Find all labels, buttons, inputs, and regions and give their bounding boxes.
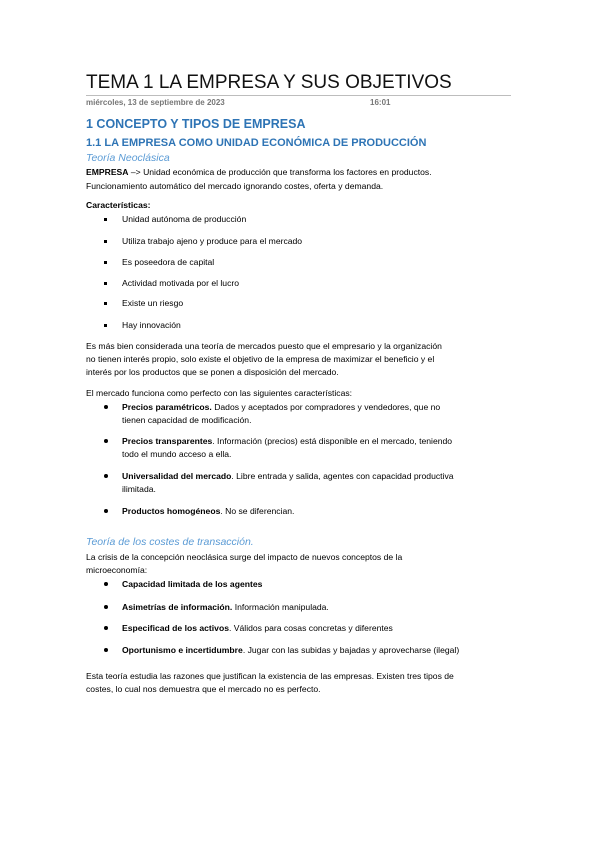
caracteristicas-label xyxy=(86,198,526,212)
transaccion-term: Capacidad limitada de los agentes xyxy=(122,579,263,589)
heading-1: 1 CONCEPTO Y TIPOS DE EMPRESA xyxy=(86,117,306,131)
bullet-dot xyxy=(104,605,108,609)
transaccion-text: . Jugar con las subidas y bajadas y aprovecharse (ilegal) xyxy=(242,645,460,655)
page-date: miércoles, 13 de septiembre de 2023 xyxy=(86,98,225,107)
mercado-text: . No se diferencian. xyxy=(220,506,295,516)
transaccion-item xyxy=(122,577,522,591)
transaccion-term: Asimetrías de información. xyxy=(122,602,233,612)
paragraph-line: interés por los productos que se ponen a disposición del mercado. xyxy=(86,367,339,377)
caracteristica-item: Actividad motivada por el lucro xyxy=(122,278,240,288)
transaccion-term: Especificad de los activos xyxy=(122,623,229,633)
mercado-term: Precios paramétricos. xyxy=(122,402,212,412)
mercado-text: Dados y aceptados por compradores y vendedores, que no xyxy=(211,402,441,412)
paragraph-line: no tienen interés propio, solo existe el objetivo de la empresa de maximizar el beneficio y el xyxy=(86,354,435,364)
final-paragraph-line: costes, lo cual nos demuestra que el mercado no es perfecto. xyxy=(86,684,321,694)
paragraph-line: Es más bien considerada una teoría de mercados puesto que el empresario y la organización xyxy=(86,341,442,351)
transaccion-item xyxy=(122,600,522,614)
transaccion-intro: La crisis de la concepción neoclásica surge del impacto de nuevos conceptos de la xyxy=(86,552,403,562)
bullet-dot xyxy=(104,439,108,443)
mercado-item-cont: todo el mundo acceso a ella. xyxy=(122,449,232,459)
bullet-dot xyxy=(104,474,108,478)
mercado-item xyxy=(122,400,522,414)
bullet-square xyxy=(104,261,107,264)
mercado-intro: El mercado funciona como perfecto con las siguientes características: xyxy=(86,388,353,398)
transaccion-term: Oportunismo e incertidumbre xyxy=(122,645,243,655)
transaccion-text: Información manipulada. xyxy=(232,602,329,612)
bullet-dot xyxy=(104,648,108,652)
bullet-square xyxy=(104,282,107,285)
heading-teoria-costes: Teoría de los costes de transacción. xyxy=(86,536,254,548)
empresa-definition xyxy=(86,165,526,179)
bullet-dot xyxy=(104,509,108,513)
bullet-dot xyxy=(104,626,108,630)
mercado-term: Precios transparentes xyxy=(122,436,213,446)
mercado-text: . Información (precios) está disponible en el mercado, teniendo xyxy=(212,436,453,446)
mercado-item xyxy=(122,434,522,448)
mercado-item-cont: tienen capacidad de modificación. xyxy=(122,415,252,425)
caracteristica-item: Es poseedora de capital xyxy=(122,257,215,267)
bullet-dot xyxy=(104,582,108,586)
funcionamiento-text: Funcionamiento automático del mercado ignorando costes, oferta y demanda. xyxy=(86,181,384,191)
caracteristica-item: Unidad autónoma de producción xyxy=(122,214,247,224)
caracteristica-item: Hay innovación xyxy=(122,320,181,330)
caracteristica-item: Utiliza trabajo ajeno y produce para el mercado xyxy=(122,236,303,246)
mercado-item-cont: ilimitada. xyxy=(122,484,156,494)
bullet-square xyxy=(104,324,107,327)
bullet-dot xyxy=(104,405,108,409)
heading-1-1: 1.1 LA EMPRESA COMO UNIDAD ECONÓMICA DE PRODUCCIÓN xyxy=(86,137,427,149)
empresa-text: –> Unidad económica de producción que transforma los factores en productos. xyxy=(128,167,432,177)
page-title: TEMA 1 LA EMPRESA Y SUS OBJETIVOS xyxy=(86,72,452,93)
mercado-term: Universalidad del mercado xyxy=(122,471,232,481)
mercado-item xyxy=(122,469,522,483)
mercado-item xyxy=(122,504,522,518)
bullet-square xyxy=(104,302,107,305)
bullet-square xyxy=(104,240,107,243)
mercado-term: Productos homogéneos xyxy=(122,506,221,516)
caracteristicas-label-text: Características: xyxy=(86,200,151,210)
empresa-term: EMPRESA xyxy=(86,167,129,177)
final-paragraph-line: Esta teoría estudia las razones que justifican la existencia de las empresas. Existen tres tipos de xyxy=(86,671,454,681)
transaccion-intro-cont: microeconomía: xyxy=(86,565,148,575)
heading-teoria-neoclasica: Teoría Neoclásica xyxy=(86,152,170,164)
caracteristica-item: Existe un riesgo xyxy=(122,298,184,308)
title-underline xyxy=(86,95,511,96)
bullet-square xyxy=(104,218,107,221)
transaccion-item xyxy=(122,621,522,635)
transaccion-text: . Válidos para cosas concretas y diferentes xyxy=(229,623,393,633)
page-time: 16:01 xyxy=(370,98,391,107)
mercado-text: . Libre entrada y salida, agentes con capacidad productiva xyxy=(231,471,454,481)
transaccion-item xyxy=(122,643,542,657)
